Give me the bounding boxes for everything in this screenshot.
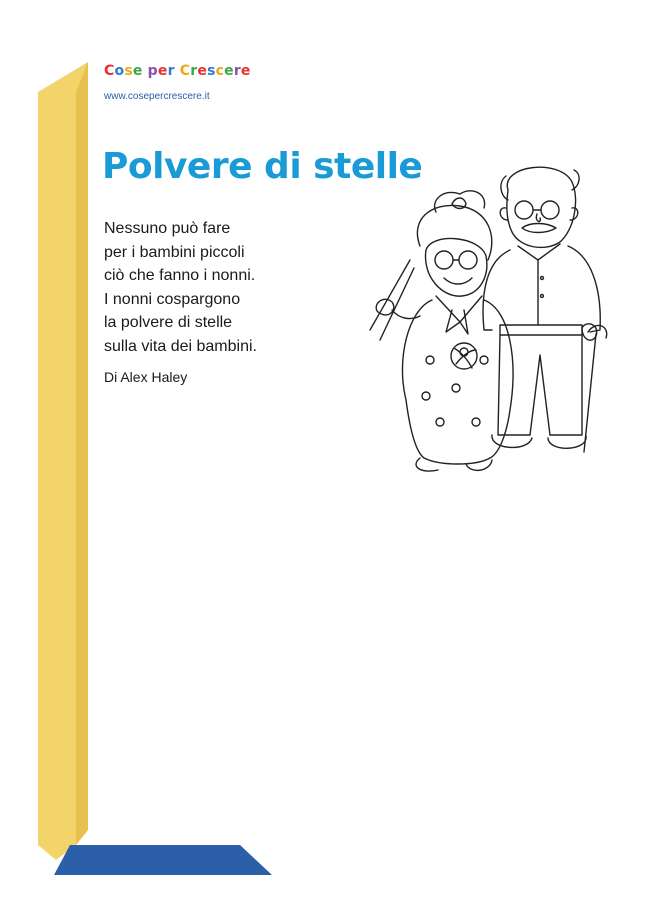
- poem-line: per i bambini piccoli: [104, 243, 245, 261]
- poem-line: ciò che fanno i nonni.: [104, 267, 256, 284]
- poem-line: Nessuno può fare: [104, 220, 231, 237]
- brand-logo-text: [104, 63, 251, 79]
- logo-letter: r: [190, 63, 198, 79]
- grandmother-figure: [370, 191, 513, 471]
- logo-letter: o: [114, 63, 125, 79]
- logo-letter: e: [197, 63, 208, 79]
- ribbon-strip: [38, 92, 76, 860]
- grandfather-figure: [483, 167, 607, 452]
- grandparents-coloring-icon: [360, 160, 615, 475]
- ribbon-fold: [76, 62, 88, 845]
- logo-letter: p: [147, 63, 158, 79]
- logo-letter: r: [167, 63, 175, 79]
- brand-url[interactable]: www.cosepercrescere.it: [104, 91, 210, 102]
- blue-base: [54, 845, 272, 875]
- logo-letter: c: [215, 63, 225, 79]
- logo-letter: C: [179, 63, 191, 79]
- brand-logo[interactable]: [104, 62, 251, 86]
- logo-letter: e: [240, 63, 251, 79]
- page-title: Polvere di stelle: [102, 146, 423, 187]
- logo-letter: C: [104, 63, 115, 79]
- logo-letter: s: [124, 63, 133, 79]
- logo-letter: e: [224, 63, 234, 79]
- poem-line: I nonni cospargono: [104, 290, 241, 308]
- poem-line: sulla vita dei bambini.: [104, 337, 257, 355]
- poem-text: [104, 217, 257, 358]
- logo-letter: e: [157, 63, 168, 79]
- logo-letter: e: [132, 63, 143, 79]
- poem-line: la polvere di stelle: [104, 314, 233, 331]
- logo-letter: s: [207, 63, 216, 79]
- poem-author: Di Alex Haley: [104, 369, 188, 385]
- logo-letter: r: [233, 63, 241, 79]
